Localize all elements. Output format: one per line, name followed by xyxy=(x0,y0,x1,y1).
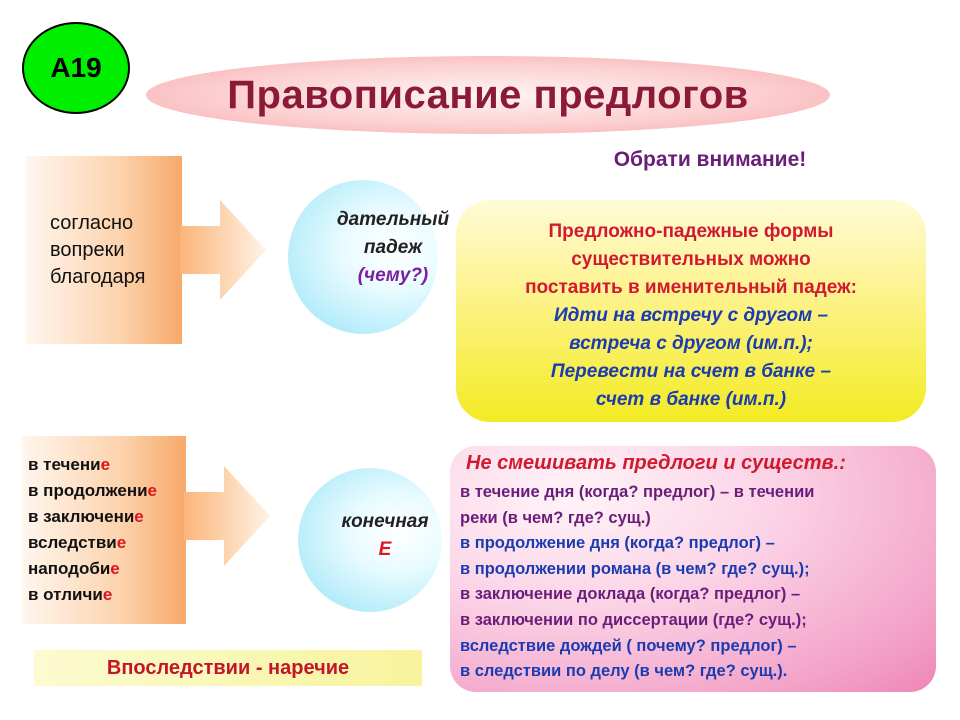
list-item: благодаря xyxy=(50,266,146,288)
arrow-right-icon xyxy=(184,466,270,566)
adverb-banner xyxy=(34,650,422,686)
example-line: реки (в чем? где? сущ.) xyxy=(460,508,651,527)
adverb-note: Впоследствии - наречие xyxy=(106,656,350,679)
notice-heading: Обрати внимание! xyxy=(613,148,807,171)
example-line: в заключении по диссертации (где? сущ.); xyxy=(460,610,807,629)
example-line: в продолжении романа (в чем? где? сущ.); xyxy=(460,559,810,578)
preposition-list-1 xyxy=(50,210,145,291)
example-line: встреча с другом (им.п.); xyxy=(569,333,813,354)
topic-badge-label: А19 xyxy=(50,52,102,83)
pink-heading: Не смешивать предлоги и существ.: xyxy=(466,452,846,474)
ending-word: конечная xyxy=(341,511,429,532)
arrow-right-icon xyxy=(180,200,266,300)
info-line: Предложно-падежные формы xyxy=(548,221,834,242)
info-box-yellow-text xyxy=(456,218,926,414)
example-line: Идти на встречу с другом – xyxy=(553,305,829,326)
case-line: дательный xyxy=(336,209,450,230)
example-line: счет в банке (им.п.) xyxy=(595,389,787,410)
pink-lines xyxy=(460,480,932,685)
case-label xyxy=(318,206,468,290)
info-line: поставить в именительный падеж: xyxy=(525,277,857,298)
example-line: в заключение доклада (когда? предлог) – xyxy=(460,585,801,604)
preposition-list-2 xyxy=(28,452,157,608)
example-line: в следствии по делу (в чем? где? сущ.). xyxy=(460,662,788,681)
list-item: в отличие xyxy=(28,585,113,604)
list-item: в течение xyxy=(28,455,111,474)
case-line: падеж xyxy=(363,237,423,258)
list-item: вопреки xyxy=(50,239,125,261)
info-line: существительных можно xyxy=(571,249,811,270)
list-item: в заключение xyxy=(28,507,144,526)
topic-badge xyxy=(22,22,130,114)
list-item: в продолжение xyxy=(28,481,158,500)
example-line: Перевести на счет в банке – xyxy=(550,361,832,382)
example-line: в течение дня (когда? предлог) – в течении xyxy=(460,483,815,501)
list-item: вследствие xyxy=(28,533,127,552)
list-item: согласно xyxy=(50,212,134,234)
page-title: Правописание предлогов xyxy=(227,72,749,117)
example-line: вследствие дождей ( почему? предлог) – xyxy=(460,636,797,655)
title-banner xyxy=(146,56,830,134)
list-item: наподобие xyxy=(28,559,120,578)
ending-label xyxy=(320,508,450,564)
case-question: (чему?) xyxy=(357,265,429,286)
ending-letter: Е xyxy=(378,539,392,560)
example-line: в продолжение дня (когда? предлог) – xyxy=(460,534,775,553)
